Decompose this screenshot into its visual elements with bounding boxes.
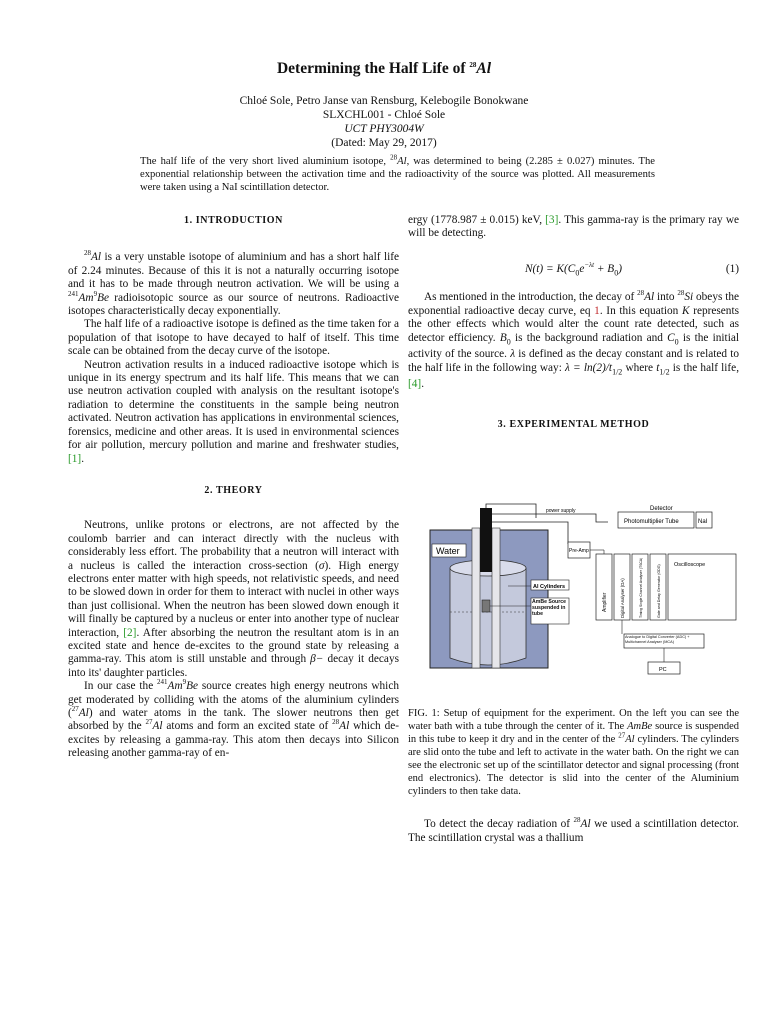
decay-equation: $N(t) = K(C_0e^{-\lambda t} + B_0)$ (1): [525, 261, 739, 278]
citation-link[interactable]: [1]: [68, 452, 82, 465]
preamp-label: Pre-Amp: [569, 548, 589, 554]
authors: Chloé Sole, Petro Janse van Rensburg, Kelebogile Bonokwane: [239, 95, 529, 107]
oscilloscope-label: Oscilloscope: [674, 562, 706, 568]
ambe-source-label: AmBe Source suspended in tube: [532, 599, 567, 617]
energy-paragraph: ergy (1778.987 ± 0.015) keV, [3]. This gamma-ray is the primary ray we will be detecting.: [408, 214, 739, 240]
digital-analyser-label: Digital Analyser (DA): [620, 578, 625, 618]
pc-label: PC: [659, 667, 667, 673]
experiment-setup-figure: [428, 502, 750, 680]
intro-paragraph-2: The half life of a radioactive isotope is defined as the time taken for a population of that isotope to have decayed to half of itself. This time scale can be obtained from the decay curve of the isotope.: [68, 318, 399, 358]
adc-mca-label: Analogue to Digital Converter (ADC) + Multichannel Analyser (MCA): [625, 635, 690, 644]
aluminium-cylinders: [450, 568, 526, 665]
tube-right: [492, 528, 500, 668]
left-column: [68, 214, 399, 761]
nai-label: NaI: [698, 519, 708, 525]
gate-delay-label: Gate and Delay Generator (GDG): [657, 564, 661, 618]
power-wire: [486, 504, 536, 518]
al-cylinders-label: Al Cylinders: [533, 584, 566, 590]
figure-caption: FIG. 1: Setup of equipment for the experiment. On the left you can see the water bath with a tube through the center of it. The AmBe source is suspended in this tube to keep it dry and in the center of the $^{27}$Al cylinders. The cylinders are slid onto the tube and left to activate in the water bath. On the right we can see the electronic set up of the scintillator detector and signal processing (front end electronics). The detector is slid into the center of the Aluminium cylinders to then take data.: [408, 708, 739, 798]
equation-reference-link[interactable]: 1: [594, 304, 600, 317]
timing-sca-label: Timing Single Channel Analyser (TSCA): [639, 557, 643, 618]
section-heading-method: 3. EXPERIMENTAL METHOD: [497, 418, 650, 430]
section-heading-introduction: 1. INTRODUCTION: [183, 215, 283, 226]
ambe-source: [482, 600, 490, 612]
detector-wire: [492, 514, 608, 522]
citation-link[interactable]: [2]: [123, 626, 137, 639]
equation-number: (1): [725, 262, 739, 275]
tube-left: [472, 528, 480, 668]
theory-paragraph-2: In our case the $^{241}$Am$^9$Be source creates high energy neutrons which get moderated by colliding with the atoms of the aluminium cylinders ($^{27}$Al) and water atoms in the tank. The slower neutrons then get absorbed by the $^{27}$Al atoms and form an excited state of $^{28}$Al which de-excites by releasing a gamma-ray. This atom then decays into Silicon releasing another gamma-ray of en-: [68, 678, 399, 760]
detector-label: Detector: [650, 506, 673, 512]
intro-paragraph-1: $^{28}$Al is a very unstable isotope of aluminium and has a short half life of 2.24 minutes. Because of this it is not a naturally occurring isotope and it has to be made through neutron activation. We will be using a $^{241}$Am$^9$Be radioisotopic source as our source of neutrons. Radioactive isotopes characteristically decay exponentially.: [68, 249, 399, 318]
abstract: The half life of the very short lived aluminium isotope, $^{28}$Al, was determined to being (2.285 ± 0.027) minutes. The exponential relationship between the activation time and the radioactivity of the source was plotted. All measurements were taken using a NaI scintillation detector.: [140, 153, 656, 193]
water-label: Water: [436, 546, 460, 556]
paper-title: Determining the Half Life of $^{28}$Al: [276, 60, 492, 77]
detector-probe: [480, 508, 492, 572]
citation-link[interactable]: [4]: [408, 378, 422, 391]
section-heading-theory: 2. THEORY: [204, 484, 263, 496]
theory-paragraph-1: Neutrons, unlike protons or electrons, are not affected by the coulomb barrier and can interact directly with the nucleus with considerably less effort. The probability that a neutron will interact with a nucleus is called the interaction cross-section (σ). High energy electrons enter matter with high speeds, not relativistic speeds, and need to be slowed down in order for them to interact with nuclei in other ways than just collisional. When the neutron has been slowed down enough it will finally be captured by a nucleus or enter into another type of nuclear interaction, [2]. After absorbing the neutron the resultant atom is in an excited state and hence de-excites to the ground state by releasing a gamma-ray. This atom is still unstable and through β− decay it decays into its' daughter particles.: [68, 519, 399, 679]
student-id: SLXCHL001 - Chloé Sole: [322, 109, 446, 121]
date-line: (Dated: May 29, 2017): [331, 137, 437, 149]
intro-paragraph-3: Neutron activation results in a induced radioactive isotope which is unique in its energy spectrum and its half life. This means that we can use neutron activation coupled with analysis on the resultant isotope's radiation to determine the constituents in the sample being neutron activated. Neutron activation has applications in environmental sciences, forensics, medicine and other areas. It is used in environmental sciences for air pollution, mercury pollution and marine and freshwater studies, [1].: [68, 358, 399, 465]
course-code: UCT PHY3004W: [344, 123, 424, 135]
photomultiplier-tube-label: Photomultiplier Tube: [624, 519, 679, 525]
decay-paragraph: As mentioned in the introduction, the decay of $^{28}$Al into $^{28}$Si obeys the exponential radioactive decay curve, eq 1. In this equation K represents the other effects which would alter the count rate detected, such as detector efficiency. $B_0$ is the background radiation and $C_0$ is the initial activity of the source. λ is defined as the decay constant and is related to the half life in the following way: $\lambda = \ln(2)/t_{1/2}$ where $t_{1/2}$ is the half life, [4].: [408, 289, 740, 391]
citation-link[interactable]: [3]: [545, 214, 559, 226]
detection-paragraph: To detect the decay radiation of $^{28}$Al we used a scintillation detector. The scintillation crystal was a thallium: [408, 816, 739, 844]
power-supply-label: power supply: [546, 508, 576, 514]
amplifier-label: Amplifier: [602, 592, 608, 612]
